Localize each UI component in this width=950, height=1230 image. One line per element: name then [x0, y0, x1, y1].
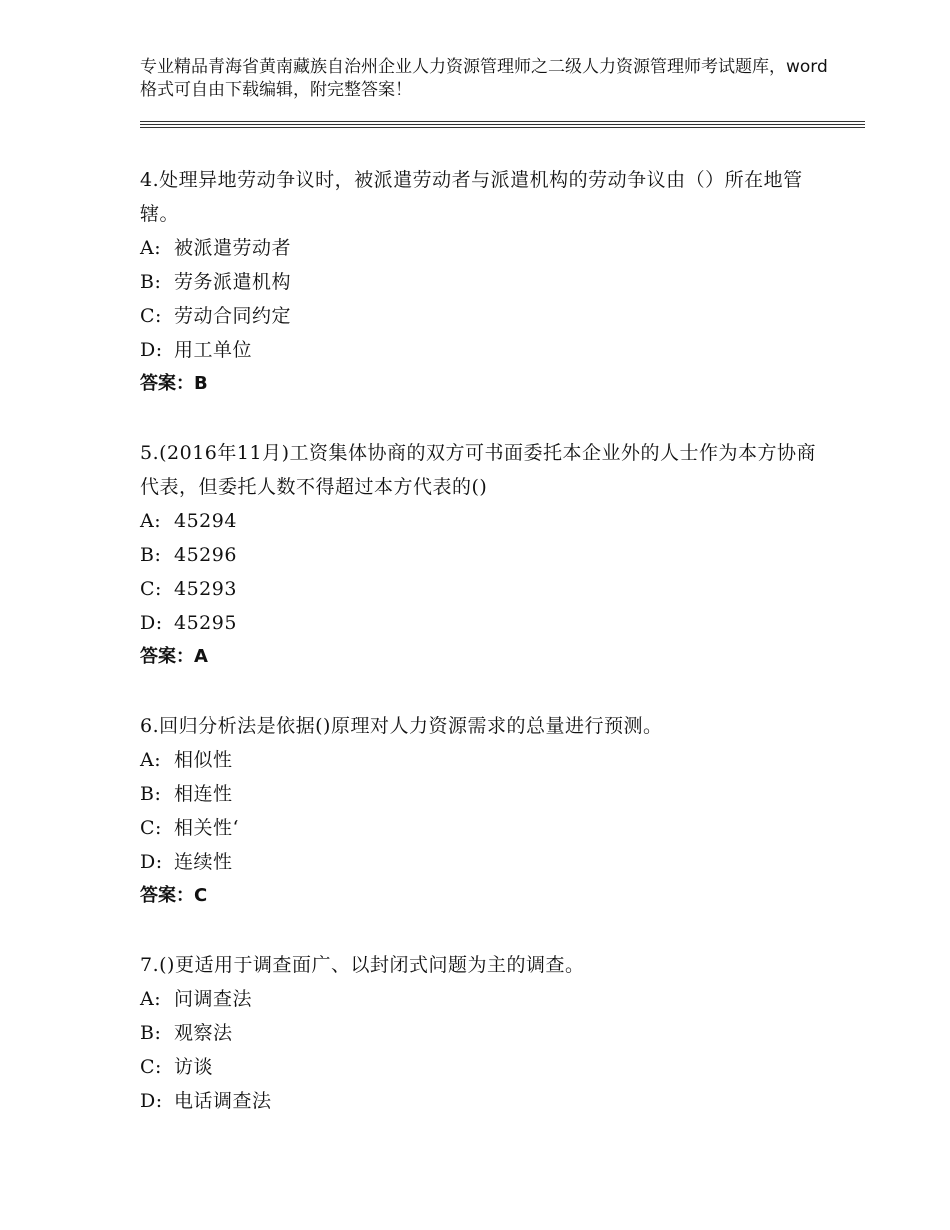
- option-c: [140, 1050, 830, 1084]
- question-6: [140, 709, 830, 913]
- question-5: [140, 436, 830, 674]
- option-key: D:: [140, 1090, 163, 1112]
- option-text: 电话调查法: [174, 1090, 272, 1112]
- question-stem: 5.(2016年11月)工资集体协商的双方可书面委托本企业外的人士作为本方协商代表，但委托人数不得超过本方代表的(): [140, 442, 816, 498]
- option-key: D:: [140, 339, 163, 361]
- option-key: A:: [140, 988, 162, 1010]
- option-key: A:: [140, 749, 162, 771]
- option-b: [140, 538, 830, 572]
- option-text: 用工单位: [174, 339, 253, 361]
- option-text: 劳动合同约定: [174, 305, 292, 327]
- option-text: 问调查法: [174, 988, 253, 1010]
- option-a: [140, 982, 830, 1016]
- option-key: D:: [140, 851, 163, 873]
- option-text: 45295: [174, 612, 237, 634]
- option-key: C:: [140, 1056, 162, 1078]
- question-stem: 7.()更适用于调查面广、以封闭式问题为主的调查。: [140, 954, 585, 976]
- option-d: [140, 1084, 830, 1118]
- option-a: [140, 743, 830, 777]
- option-key: B:: [140, 544, 162, 566]
- option-b: [140, 1016, 830, 1050]
- option-text: 45293: [174, 578, 237, 600]
- option-b: [140, 777, 830, 811]
- answer-label: 答案：C: [140, 885, 208, 906]
- option-a: [140, 231, 830, 265]
- option-text: 观察法: [174, 1022, 233, 1044]
- header-rule-bottom: [140, 127, 865, 128]
- option-key: C:: [140, 817, 162, 839]
- option-key: B:: [140, 1022, 162, 1044]
- question-stem: 4.处理异地劳动争议时，被派遣劳动者与派遣机构的劳动争议由（）所在地管辖。: [140, 169, 803, 225]
- option-key: B:: [140, 783, 162, 805]
- option-text: 相似性: [174, 749, 233, 771]
- option-key: B:: [140, 271, 162, 293]
- option-text: 相连性: [174, 783, 233, 805]
- option-b: [140, 265, 830, 299]
- header-rule-middle: [140, 124, 865, 125]
- option-key: A:: [140, 510, 162, 532]
- option-d: [140, 333, 830, 367]
- option-c: [140, 572, 830, 606]
- question-stem: 6.回归分析法是依据()原理对人力资源需求的总量进行预测。: [140, 715, 663, 737]
- option-a: [140, 504, 830, 538]
- answer-label: 答案：A: [140, 646, 208, 667]
- option-c: [140, 299, 830, 333]
- option-text: 劳务派遣机构: [174, 271, 292, 293]
- option-text: 45294: [174, 510, 237, 532]
- document-header: 专业精品青海省黄南藏族自治州企业人力资源管理师之二级人力资源管理师考试题库，word格式可自由下载编辑，附完整答案！: [140, 57, 828, 100]
- option-key: A:: [140, 237, 162, 259]
- question-7: [140, 948, 830, 1118]
- option-key: D:: [140, 612, 163, 634]
- option-c: [140, 811, 830, 845]
- option-key: C:: [140, 305, 162, 327]
- answer-label: 答案：B: [140, 373, 208, 394]
- option-text: 连续性: [174, 851, 233, 873]
- option-d: [140, 845, 830, 879]
- header-rule-top: [140, 121, 865, 122]
- option-text: 访谈: [174, 1056, 214, 1078]
- option-text: 被派遣劳动者: [174, 237, 292, 259]
- option-key: C:: [140, 578, 162, 600]
- option-text: 45296: [174, 544, 237, 566]
- option-text: 相关性‘: [174, 817, 240, 839]
- question-4: [140, 163, 830, 401]
- option-d: [140, 606, 830, 640]
